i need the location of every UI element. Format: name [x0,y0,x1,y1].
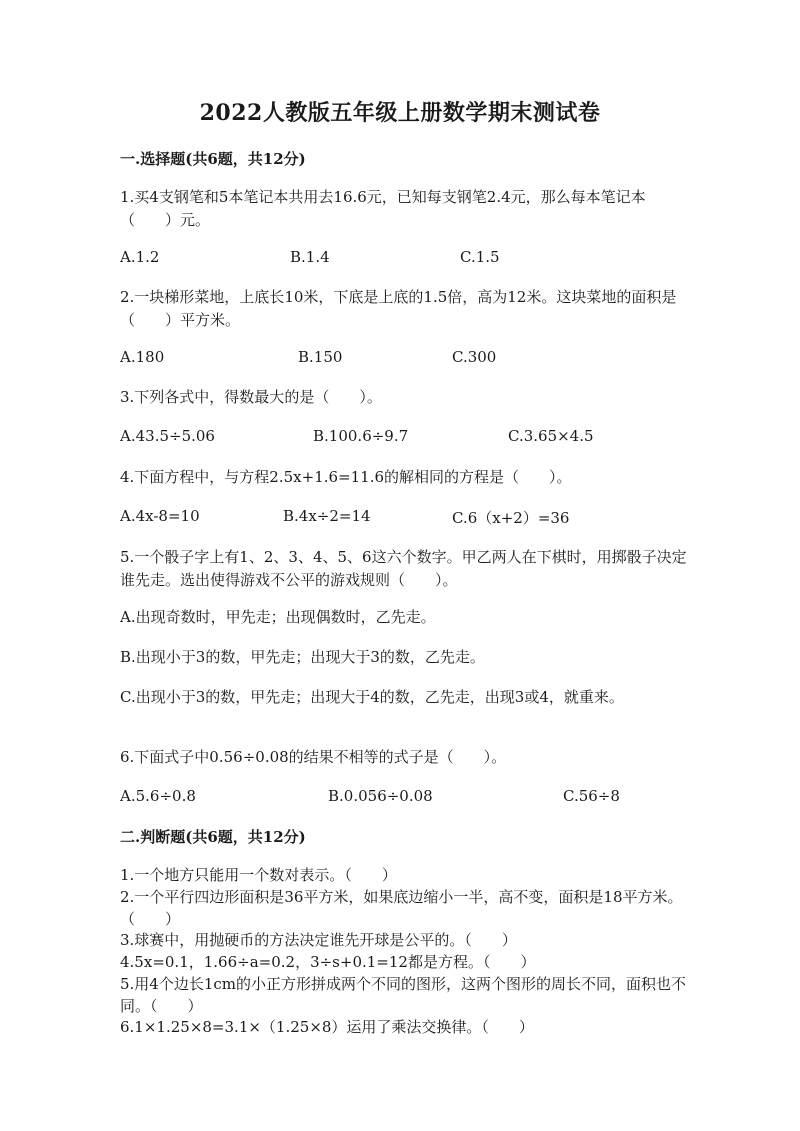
option-a: A.4x-8=10 [120,507,200,525]
option-c: C.1.5 [460,248,500,266]
judgement-item-2: 2.一个平行四边形面积是36平方米，如果底边缩小一半，高不变，面积是18平方米。（ ） [120,888,683,928]
option-b: B.100.6÷9.7 [313,427,409,445]
judgement-item-3: 3.球赛中，用抛硬币的方法决定谁先开球是公平的。（ ） [120,931,517,949]
option-b: B.4x÷2=14 [283,507,371,525]
option-b: B.0.056÷0.08 [328,787,433,805]
choice-question-6: 6.下面式子中0.56÷0.08的结果不相等的式子是（ ）。 [120,748,507,766]
option-a: A.1.2 [120,248,160,266]
option-c: C.6（x+2）=36 [452,509,570,527]
page-title: 2022人教版五年级上册数学期末测试卷 [199,100,601,126]
choice-option-5a: A.出现奇数时，甲先走；出现偶数时，乙先走。 [120,608,436,626]
choice-option-5c: C.出现小于3的数，甲先走；出现大于4的数，乙先走，出现3或4，就重来。 [120,688,624,706]
choice-option-5b: B.出现小于3的数，甲先走；出现大于3的数，乙先走。 [120,648,485,666]
choice-question-2: 2.一块梯形菜地，上底长10米，下底是上底的1.5倍，高为12米。这块菜地的面积是（ ）平方米。 [120,288,677,329]
choice-question-3: 3.下列各式中，得数最大的是（ ）。 [120,388,382,406]
choice-options-4 [120,507,720,529]
option-a: A.180 [120,348,165,366]
option-c: C.3.65×4.5 [508,427,594,445]
option-a: A.43.5÷5.06 [120,427,215,445]
option-b: B.150 [298,348,343,366]
judgement-item-5: 5.用4个边长1cm的小正方形拼成两个不同的图形，这两个图形的周长不同，面积也不同。（ ） [120,975,687,1015]
option-c: C.300 [452,348,497,366]
option-b: B.1.4 [290,248,330,266]
judgement-item-4: 4.5x=0.1，1.66÷a=0.2，3÷s+0.1=12都是方程。（ ） [120,953,536,971]
option-a: A.5.6÷0.8 [120,787,196,805]
choice-question-1: 1.买4支钢笔和5本笔记本共用去16.6元，已知每支钢笔2.4元，那么每本笔记本（ ）元。 [120,188,646,229]
section-heading-judgement: 二.判断题(共6题，共12分) [120,828,306,846]
judgement-item-6: 6.1×1.25×8=3.1×（1.25×8）运用了乘法交换律。（ ） [120,1018,534,1036]
section-heading-choice: 一.选择题(共6题，共12分) [120,150,306,168]
choice-options-1 [120,248,720,270]
choice-options-6 [120,787,720,809]
option-c: C.56÷8 [563,787,620,805]
choice-options-3 [120,427,720,449]
choice-question-5: 5.一个骰子字上有1、2、3、4、5、6这六个数字。甲乙两人在下棋时，用掷骰子决定谁先走。选出使得游戏不公平的游戏规则（ ）。 [120,548,687,589]
choice-question-4: 4.下面方程中，与方程2.5x+1.6=11.6的解相同的方程是（ ）。 [120,468,572,486]
choice-options-2 [120,348,720,370]
judgement-item-1: 1.一个地方只能用一个数对表示。（ ） [120,866,397,884]
